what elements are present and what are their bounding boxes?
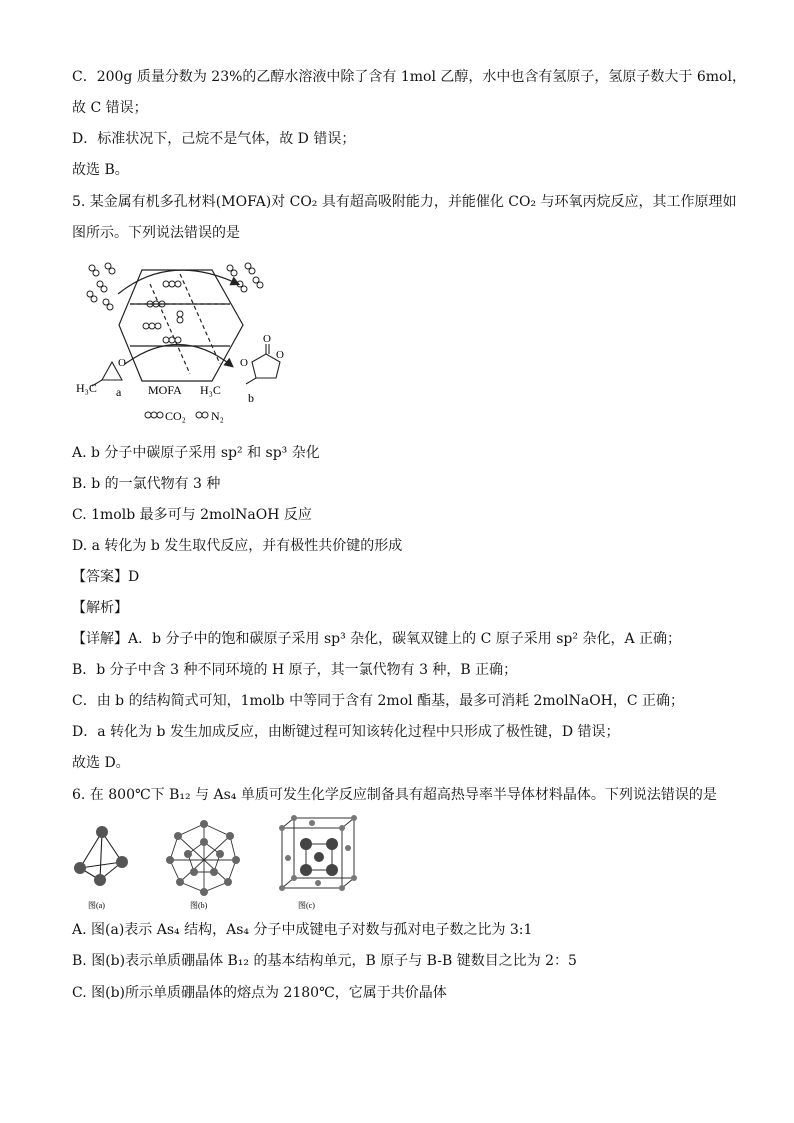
detail-d: D．a 转化为 b 发生加成反应，由断键过程可知该转化过程中只形成了极性键，D 错误；	[72, 724, 620, 740]
svg-text:O: O	[118, 357, 126, 369]
svg-text:MOFA: MOFA	[148, 383, 182, 397]
mofa-hexagon	[119, 270, 243, 381]
svg-text:O: O	[263, 333, 271, 345]
question-6-stem: 6. 在 800℃下 B₁₂ 与 As₄ 单质可发生化学反应制备具有超高热导率半导体材料晶体。下列说法错误的是	[72, 787, 717, 803]
detail-c: C．由 b 的结构简式可知，1molb 中等同于含有 2mol 酯基，最多可消耗 2molNaOH，C 正确；	[72, 693, 685, 709]
line-c-cont: 故 C 错误；	[72, 100, 148, 116]
svg-text:图(a): 图(a)	[88, 901, 105, 910]
answer-label: 【答案】D	[72, 569, 140, 585]
svg-text:O: O	[276, 349, 284, 361]
svg-text:H₃C: H₃C	[76, 381, 97, 395]
svg-text:图(b): 图(b)	[190, 901, 208, 910]
option-6a: A. 图(a)表示 As₄ 结构，As₄ 分子中成键电子对数与孤对电子数之比为 3:1	[72, 922, 533, 938]
svg-text:a: a	[116, 385, 122, 399]
svg-text:图(c): 图(c)	[298, 901, 315, 910]
detail-a: 【详解】A．b 分子中的饱和碳原子采用 sp³ 杂化，碳氧双键上的 C 原子采用 sp² 杂化，A 正确；	[72, 631, 682, 647]
option-6c: C. 图(b)所示单质硼晶体的熔点为 2180℃，它属于共价晶体	[72, 985, 447, 1001]
line-c: C．200g 质量分数为 23%的乙醇水溶液中除了含有 1mol 乙醇，水中也含有氢原子，氢原子数大于 6mol，	[72, 69, 746, 85]
final-answer-d: 故选 D。	[72, 755, 130, 771]
option-5d: D. a 转化为 b 发生取代反应，并有极性共价键的形成	[72, 538, 403, 554]
svg-text:b: b	[248, 391, 254, 405]
line-d: D．标准状况下，己烷不是气体，故 D 错误；	[72, 131, 356, 147]
option-5b: B. b 的一氯代物有 3 种	[72, 476, 221, 492]
line-answer-b: 故选 B。	[72, 162, 129, 178]
option-5c: C. 1molb 最多可与 2molNaOH 反应	[72, 507, 312, 523]
svg-text:CO₂: CO₂	[165, 409, 186, 423]
svg-text:N₂: N₂	[211, 409, 224, 423]
mofa-reaction-figure	[70, 254, 330, 426]
question-5-stem: 5. 某金属有机多孔材料(MOFA)对 CO₂ 具有超高吸附能力，并能催化 CO₂ 与环氧丙烷反应，其工作原理如	[72, 194, 737, 210]
svg-text:H₃C: H₃C	[200, 383, 221, 397]
detail-b: B．b 分子中含 3 种不同环境的 H 原子，其一氯代物有 3 种，B 正确；	[72, 662, 518, 678]
crystal-structures-figure	[70, 814, 370, 914]
option-5a: A. b 分子中碳原子采用 sp² 和 sp³ 杂化	[72, 445, 320, 461]
option-6b: B. 图(b)表示单质硼晶体 B₁₂ 的基本结构单元，B 原子与 B-B 键数目之比为 2：5	[72, 953, 577, 969]
analysis-label: 【解析】	[72, 600, 128, 616]
question-5-stem-cont: 图所示。下列说法错误的是	[72, 225, 240, 241]
svg-text:O: O	[240, 357, 248, 369]
